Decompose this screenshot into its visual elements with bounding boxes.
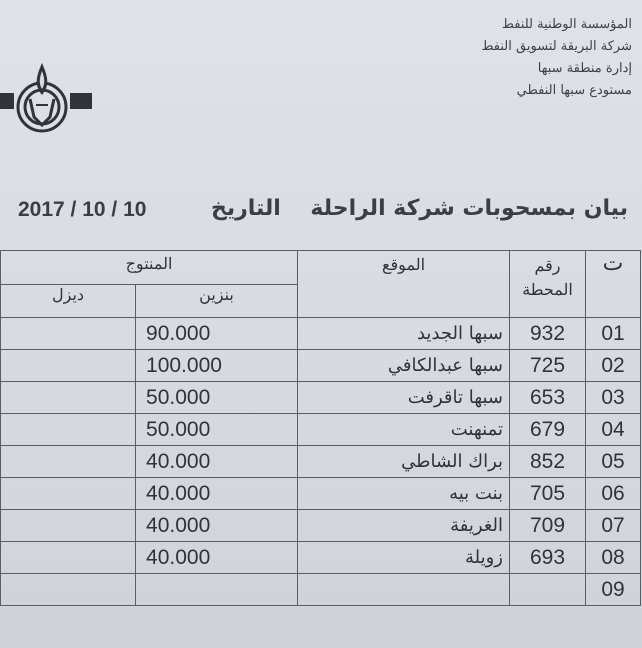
row-seq: 09 [586, 574, 641, 606]
row-location: بنت بيه [298, 478, 510, 510]
document-heading [14, 196, 628, 236]
row-station: 932 [510, 318, 586, 350]
row-seq: 05 [586, 446, 641, 478]
row-seq: 03 [586, 382, 641, 414]
row-station: 852 [510, 446, 586, 478]
row-station: 705 [510, 478, 586, 510]
row-station: 653 [510, 382, 586, 414]
row-location [298, 574, 510, 606]
withdrawals-table [0, 250, 641, 606]
table-row [1, 350, 641, 382]
row-benzine: 90.000 [136, 318, 298, 350]
row-station: 725 [510, 350, 586, 382]
table-header-row [1, 251, 641, 285]
table-row [1, 478, 641, 510]
row-benzine: 50.000 [136, 382, 298, 414]
row-benzine: 40.000 [136, 446, 298, 478]
row-benzine: 40.000 [136, 542, 298, 574]
row-location: براك الشاطي [298, 446, 510, 478]
row-station: 693 [510, 542, 586, 574]
header-seq: ت [586, 251, 641, 318]
row-diesel [1, 478, 136, 510]
row-benzine [136, 574, 298, 606]
table-row [1, 542, 641, 574]
header-station [510, 251, 586, 318]
row-station: 679 [510, 414, 586, 446]
row-location: زويلة [298, 542, 510, 574]
row-station [510, 574, 586, 606]
document-title: بيان بمسحوبات شركة الراحلة [310, 196, 628, 221]
row-seq: 07 [586, 510, 641, 542]
row-diesel [1, 414, 136, 446]
row-seq: 08 [586, 542, 641, 574]
date-label: التاريخ [211, 196, 281, 221]
row-seq: 06 [586, 478, 641, 510]
row-diesel [1, 350, 136, 382]
document-date: 2017 / 10 / 10 [18, 198, 147, 221]
table-row [1, 510, 641, 542]
row-location: تمنهنت [298, 414, 510, 446]
row-benzine: 40.000 [136, 510, 298, 542]
table-row [1, 446, 641, 478]
row-benzine: 50.000 [136, 414, 298, 446]
header-station-line1: رقم [534, 256, 561, 275]
table-row [1, 414, 641, 446]
org-line-2: شركة البريقة لتسويق النفط [481, 39, 632, 54]
row-location: سبها الجديد [298, 318, 510, 350]
org-line-4: مستودع سبها النفطي [516, 83, 632, 98]
table-row [1, 574, 641, 606]
row-location: سبها تاقرفت [298, 382, 510, 414]
row-benzine: 100.000 [136, 350, 298, 382]
table-row [1, 318, 641, 350]
brega-oil-logo-icon [0, 55, 95, 155]
row-diesel [1, 510, 136, 542]
org-line-3: إدارة منطقة سبها [537, 61, 632, 76]
row-seq: 02 [586, 350, 641, 382]
row-diesel [1, 574, 136, 606]
organization-letterhead [432, 14, 632, 102]
row-diesel [1, 382, 136, 414]
row-benzine: 40.000 [136, 478, 298, 510]
header-diesel: ديزل [1, 285, 136, 318]
row-station: 709 [510, 510, 586, 542]
row-location: سبها عبدالكافي [298, 350, 510, 382]
org-line-1: المؤسسة الوطنية للنفط [501, 17, 632, 32]
table-row [1, 382, 641, 414]
header-benzine: بنزين [136, 285, 298, 318]
row-diesel [1, 542, 136, 574]
row-diesel [1, 318, 136, 350]
row-seq: 04 [586, 414, 641, 446]
header-product: المنتوج [1, 251, 298, 285]
row-seq: 01 [586, 318, 641, 350]
header-station-line2: المحطة [522, 280, 573, 299]
header-location: الموقع [298, 251, 510, 318]
row-diesel [1, 446, 136, 478]
row-location: الغريفة [298, 510, 510, 542]
